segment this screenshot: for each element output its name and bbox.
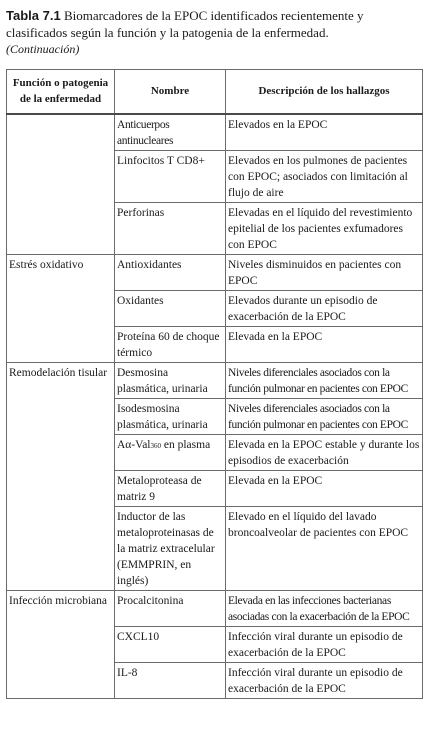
description-cell: Elevados durante un episodio de exacerbación de la EPOC bbox=[226, 291, 423, 327]
function-cell: Estrés oxidativo bbox=[7, 255, 115, 291]
name-cell: Desmosina plasmática, urinaria bbox=[115, 363, 226, 399]
table-row bbox=[7, 663, 423, 699]
name-cell: IL-8 bbox=[115, 663, 226, 699]
description-cell: Elevado en el líquido del lavado broncoalveolar de pacientes con EPOC bbox=[226, 507, 423, 591]
name-cell bbox=[115, 435, 226, 471]
table-row bbox=[7, 327, 423, 363]
description-cell: Elevados en los pulmones de pacientes con EPOC; asociados con limitación al flujo de aire bbox=[226, 151, 423, 203]
name-subscript: 360 bbox=[150, 442, 161, 450]
continuation-note: (Continuación) bbox=[6, 42, 80, 56]
function-cell bbox=[7, 627, 115, 663]
table-row bbox=[7, 151, 423, 203]
description-cell: Elevada en las infecciones bacterianas asociadas con la exacerbación de la EPOC bbox=[226, 591, 423, 627]
header-name: Nombre bbox=[115, 70, 226, 115]
function-cell bbox=[7, 471, 115, 507]
header-function: Función o patogenia de la enfermedad bbox=[7, 70, 115, 115]
name-cell: Metaloproteasa de matriz 9 bbox=[115, 471, 226, 507]
description-cell: Elevada en la EPOC bbox=[226, 327, 423, 363]
name-cell: Oxidantes bbox=[115, 291, 226, 327]
table-row bbox=[7, 507, 423, 591]
header-description: Descripción de los hallazgos bbox=[226, 70, 423, 115]
description-cell: Infección viral durante un episodio de exacerbación de la EPOC bbox=[226, 627, 423, 663]
name-cell: CXCL10 bbox=[115, 627, 226, 663]
description-cell: Elevadas en el líquido del revestimiento epitelial de los pacientes exfumadores con EPOC bbox=[226, 203, 423, 255]
name-cell: Perforinas bbox=[115, 203, 226, 255]
function-cell bbox=[7, 663, 115, 699]
name-cell: Procalcitonina bbox=[115, 591, 226, 627]
function-cell: Remodelación tisular bbox=[7, 363, 115, 399]
name-cell: Isodesmosina plasmática, urinaria bbox=[115, 399, 226, 435]
function-cell bbox=[7, 203, 115, 255]
name-cell: Anticuerpos antinucleares bbox=[115, 114, 226, 151]
function-cell bbox=[7, 291, 115, 327]
table-row bbox=[7, 363, 423, 399]
description-cell: Elevada en la EPOC estable y durante los episodios de exacerbación bbox=[226, 435, 423, 471]
description-cell: Niveles disminuidos en pacientes con EPOC bbox=[226, 255, 423, 291]
table-header-row bbox=[7, 70, 423, 115]
table-row bbox=[7, 591, 423, 627]
table-row bbox=[7, 255, 423, 291]
table-caption-text: Biomarcadores de la EPOC identificados recientemente y clasificados según la función y la patogenia de la enfermedad. bbox=[6, 8, 364, 40]
function-cell bbox=[7, 114, 115, 151]
description-cell: Elevados en la EPOC bbox=[226, 114, 423, 151]
table-caption bbox=[6, 7, 423, 41]
function-cell: Infección microbiana bbox=[7, 591, 115, 627]
function-cell bbox=[7, 435, 115, 471]
description-cell: Infección viral durante un episodio de exacerbación de la EPOC bbox=[226, 663, 423, 699]
table-row bbox=[7, 203, 423, 255]
function-cell bbox=[7, 507, 115, 591]
name-cell: Proteína 60 de choque térmico bbox=[115, 327, 226, 363]
name-suffix: en plasma bbox=[161, 439, 211, 451]
table-number: Tabla 7.1 bbox=[6, 8, 61, 23]
function-cell bbox=[7, 399, 115, 435]
name-cell: Linfocitos T CD8+ bbox=[115, 151, 226, 203]
name-cell: Antioxidantes bbox=[115, 255, 226, 291]
table-row bbox=[7, 399, 423, 435]
table-row bbox=[7, 435, 423, 471]
table-row bbox=[7, 627, 423, 663]
table-row bbox=[7, 291, 423, 327]
description-cell: Niveles diferenciales asociados con la función pulmonar en pacientes con EPOC bbox=[226, 363, 423, 399]
description-cell: Elevada en la EPOC bbox=[226, 471, 423, 507]
name-prefix: Aα-Val bbox=[117, 439, 151, 451]
function-cell bbox=[7, 327, 115, 363]
description-cell: Niveles diferenciales asociados con la función pulmonar en pacientes con EPOC bbox=[226, 399, 423, 435]
table-row bbox=[7, 114, 423, 151]
table-row bbox=[7, 471, 423, 507]
function-cell bbox=[7, 151, 115, 203]
name-cell: Inductor de las metaloproteinasas de la matriz extracelular (EMMPRIN, en inglés) bbox=[115, 507, 226, 591]
biomarkers-table bbox=[6, 69, 423, 699]
